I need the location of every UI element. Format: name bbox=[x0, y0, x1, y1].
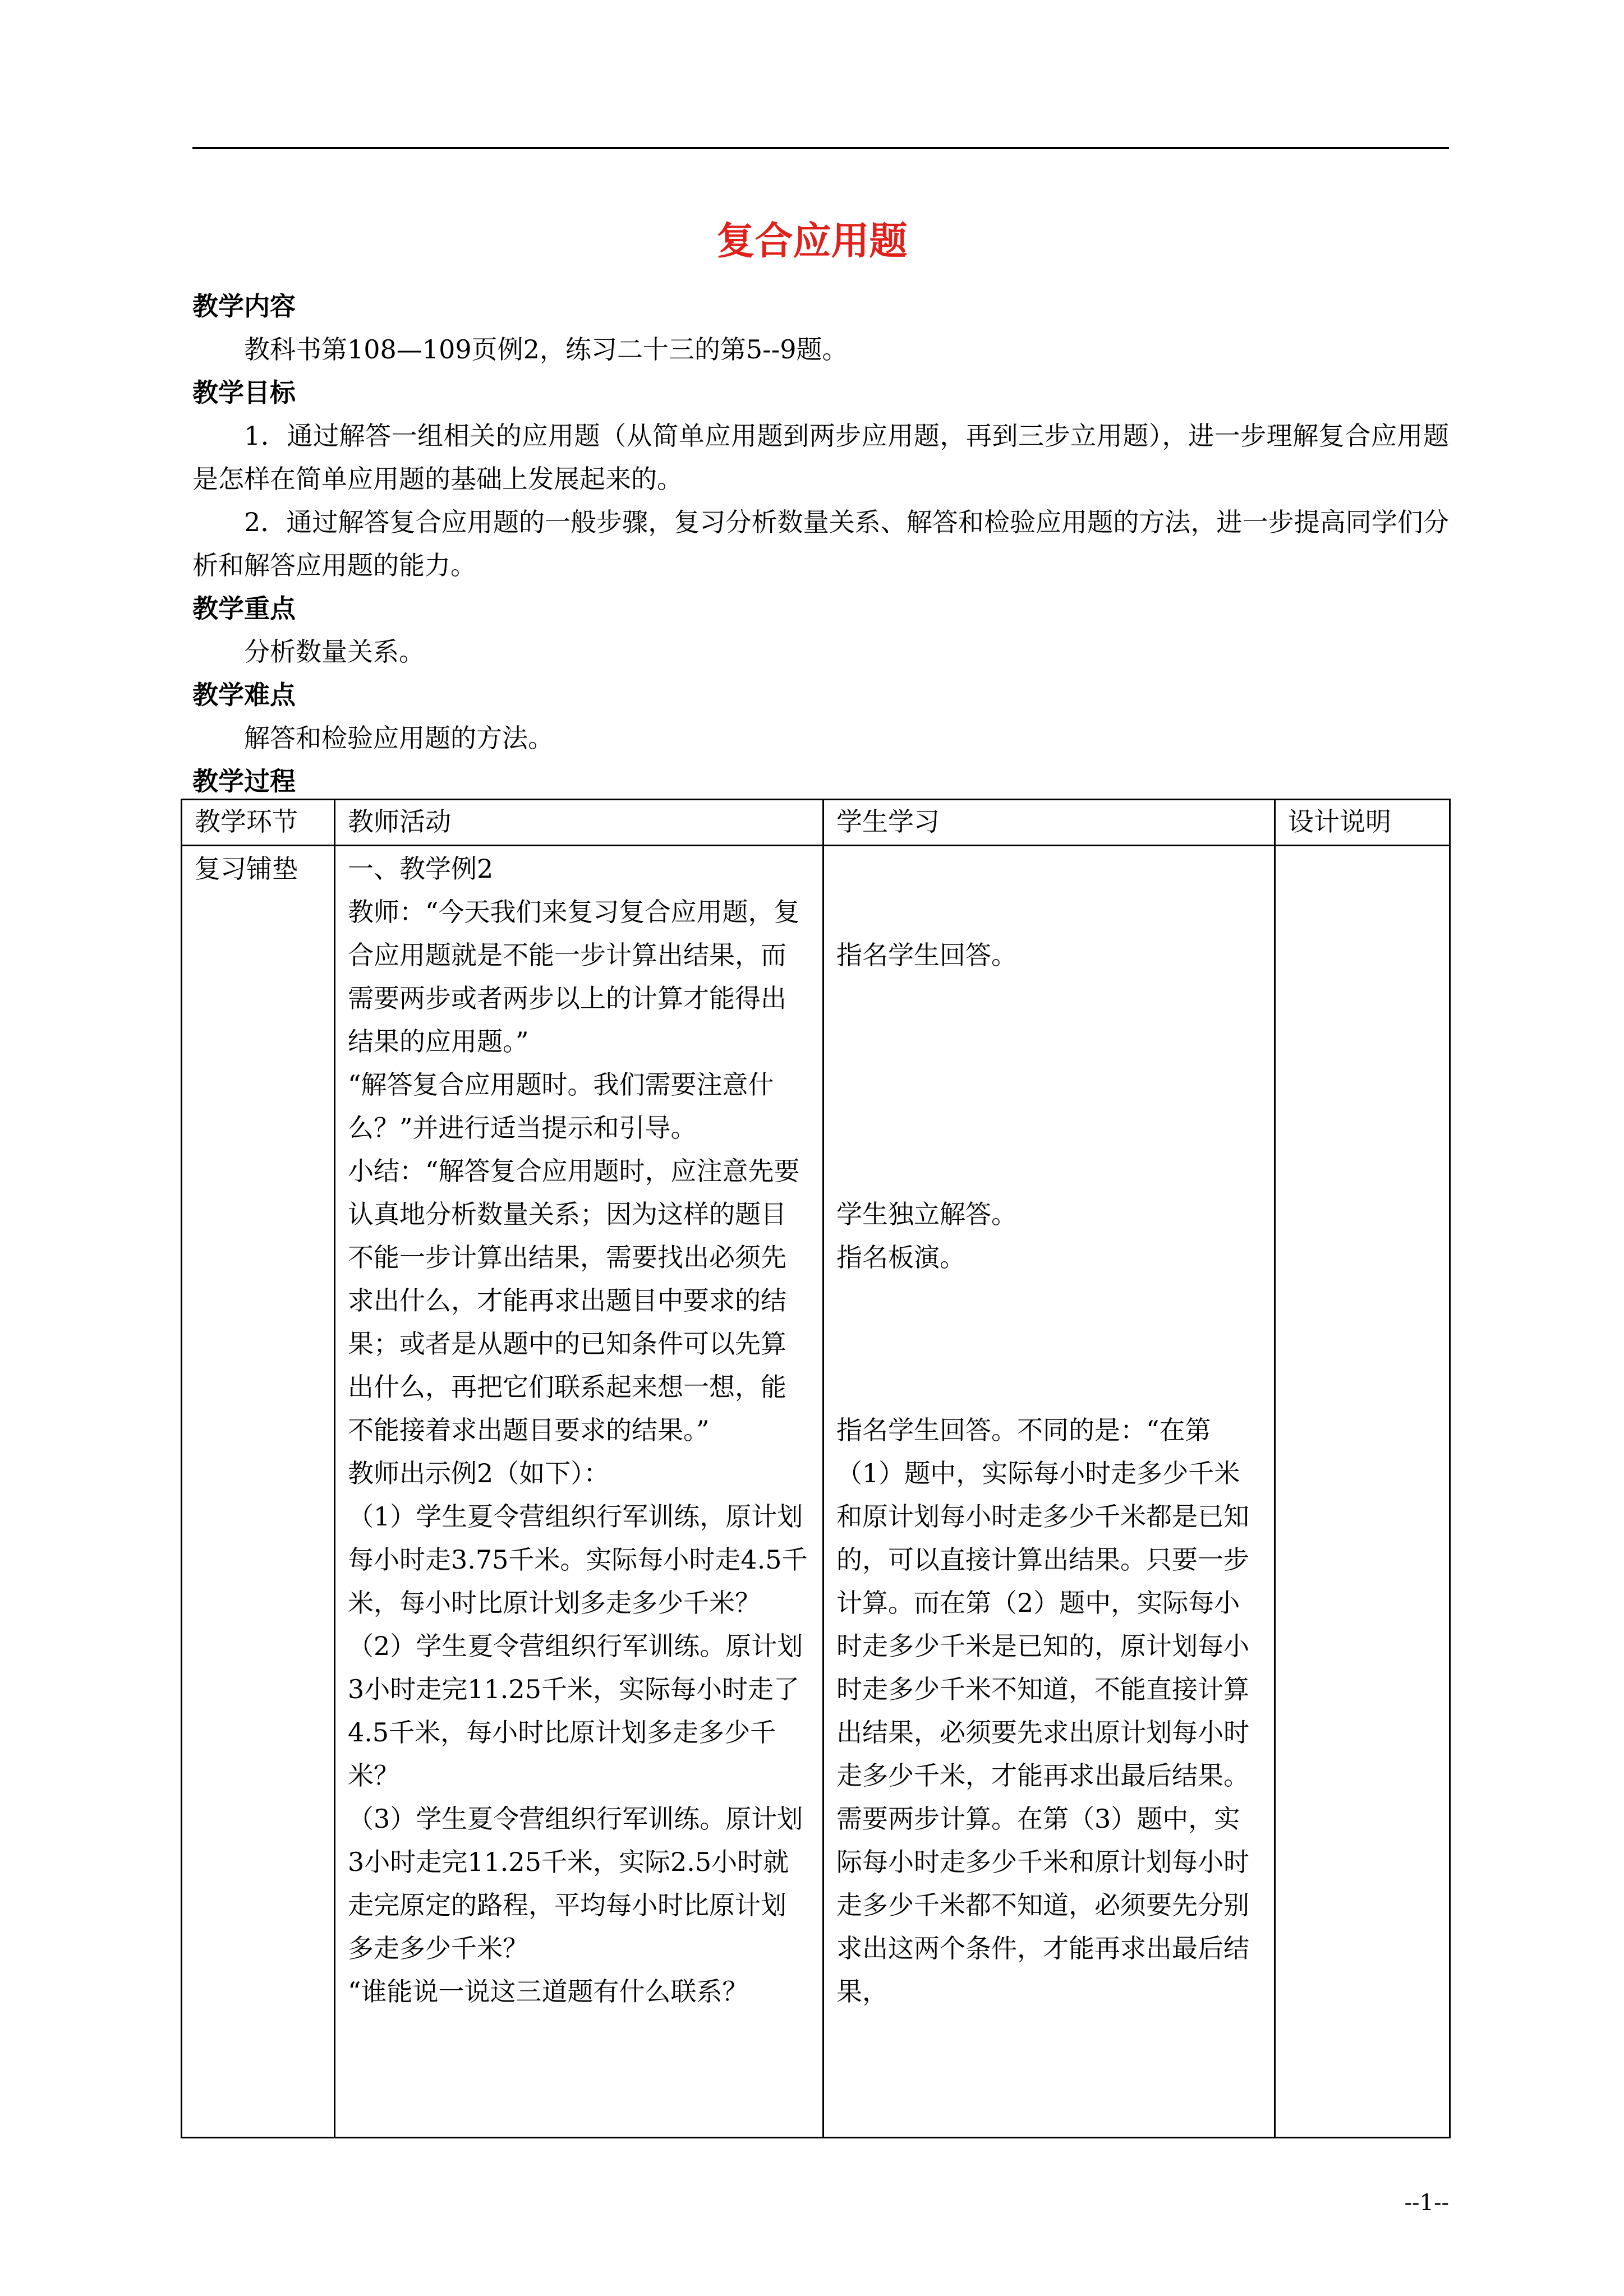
key-heading: 教学重点 bbox=[192, 593, 296, 624]
student-line: 指名学生回答。 bbox=[836, 940, 1017, 970]
goals-heading: 教学目标 bbox=[192, 377, 296, 408]
key-text: 分析数量关系。 bbox=[244, 637, 425, 667]
document-title: 复合应用题 bbox=[716, 219, 908, 264]
design-notes-cell bbox=[1275, 846, 1450, 2138]
difficulty-text: 解答和检验应用题的方法。 bbox=[244, 723, 554, 753]
stage-cell: 复习铺垫 bbox=[182, 846, 335, 2138]
teacher-line: “解答复合应用题时。我们需要注意什么？”并进行适当提示和引导。 bbox=[348, 1069, 774, 1143]
teacher-line: 一、教学例2 bbox=[348, 854, 494, 884]
content-text: 教科书第108—109页例2，练习二十三的第5--9题。 bbox=[244, 334, 848, 365]
student-learning-cell bbox=[823, 846, 1275, 2138]
student-line: 学生独立解答。 bbox=[836, 1199, 1017, 1229]
header-stage: 教学环节 bbox=[182, 800, 335, 846]
table-row bbox=[182, 846, 1450, 2138]
document-body bbox=[192, 285, 1449, 803]
difficulty-heading: 教学难点 bbox=[192, 680, 296, 710]
teacher-line: 小结：“解答复合应用题时，应注意先要认真地分析数量关系；因为这样的题目不能一步计算出结果，需要找出必须先求出什么，才能再求出题目中要求的结果；或者是从题中的已知条件可以先算出什么，再把它们联系起来想一想，能不能接着求出题目要求的结果。” bbox=[348, 1156, 800, 1445]
teacher-line: 教师出示例2（如下）： bbox=[348, 1458, 610, 1488]
teacher-line: （1）学生夏令营组织行军训练，原计划每小时走3.75千米。实际每小时走4.5千米，每小时比原计划多走多少千米？ bbox=[348, 1501, 808, 1618]
content-heading: 教学内容 bbox=[192, 291, 296, 321]
teacher-line: 教师：“今天我们来复习复合应用题，复合应用题就是不能一步计算出结果，而需要两步或者两步以上的计算才能得出结果的应用题。” bbox=[348, 897, 800, 1057]
goal-1: 1．通过解答一组相关的应用题（从简单应用题到两步应用题，再到三步立用题），进一步理解复合应用题是怎样在简单应用题的基础上发展起来的。 bbox=[192, 421, 1449, 494]
header-teacher-activity: 教师活动 bbox=[335, 800, 823, 846]
header-rule bbox=[192, 147, 1449, 149]
teacher-line: “谁能说一说这三道题有什么联系？ bbox=[348, 1976, 748, 2007]
page-number: --1-- bbox=[1404, 2190, 1449, 2216]
header-student-learning: 学生学习 bbox=[823, 800, 1275, 846]
goal-2: 2．通过解答复合应用题的一般步骤，复习分析数量关系、解答和检验应用题的方法，进一步提高同学们分析和解答应用题的能力。 bbox=[192, 507, 1449, 580]
table-header-row bbox=[182, 800, 1450, 846]
student-line: 指名板演。 bbox=[836, 1242, 965, 1273]
process-table bbox=[181, 799, 1451, 2138]
teacher-activity-cell bbox=[335, 846, 823, 2138]
process-heading: 教学过程 bbox=[192, 766, 296, 796]
teacher-line: （3）学生夏令营组织行军训练。原计划3小时走完11.25千米，实际2.5小时就走完原定的路程，平均每小时比原计划多走多少千米？ bbox=[348, 1804, 803, 1963]
header-design-notes: 设计说明 bbox=[1275, 800, 1450, 846]
teacher-line: （2）学生夏令营组织行军训练。原计划3小时走完11.25千米，实际每小时走了4.5千米，每小时比原计划多走多少千米？ bbox=[348, 1631, 803, 1791]
student-line: 指名学生回答。不同的是：“在第（1）题中，实际每小时走多少千米和原计划每小时走多少千米都是已知的，可以直接计算出结果。只要一步计算。而在第（2）题中，实际每小时走多少千米是已知的，原计划每小时走多少千米不知道，不能直接计算出结果，必须要先求出原计划每小时走多少千米，才能再求出最后结果。需要两步计算。在第（3）题中，实际每小时走多少千米和原计划每小时走多少千米都不知道，必须要先分别求出这两个条件，才能再求出最后结果， bbox=[836, 1415, 1249, 2007]
